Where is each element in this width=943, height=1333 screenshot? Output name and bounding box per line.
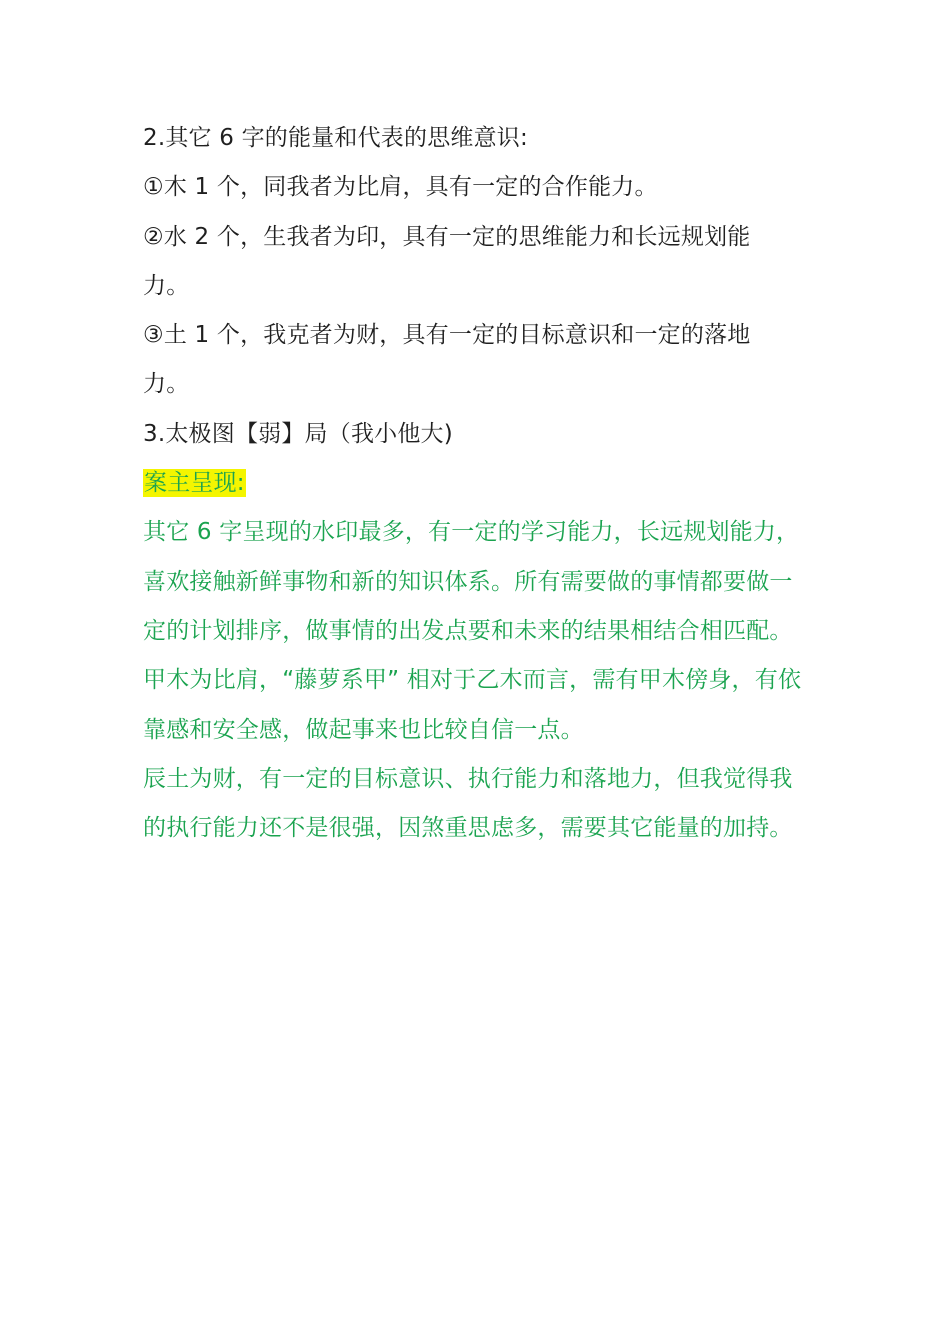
paragraph-line: 甲木为比肩，“藤萝系甲” 相对于乙木而言，需有甲木傍身，有依 xyxy=(143,667,802,694)
section3-heading: 3.太极图【弱】局（我小他大) xyxy=(143,420,453,447)
paragraph-line: 喜欢接触新鲜事物和新的知识体系。所有需要做的事情都要做一 xyxy=(143,568,793,595)
paragraph-line: 的执行能力还不是很强，因煞重思虑多，需要其它能量的加持。 xyxy=(143,815,793,842)
paragraph-line: 定的计划排序，做事情的出发点要和未来的结果相结合相匹配。 xyxy=(143,617,793,644)
paragraph-line: 其它 6 字呈现的水印最多，有一定的学习能力，长远规划能力， xyxy=(143,519,800,546)
paragraph-line: 辰土为财，有一定的目标意识、执行能力和落地力，但我觉得我 xyxy=(143,765,793,792)
highlighted-label: 案主呈现: xyxy=(144,470,245,497)
list-item-water-line2: 力。 xyxy=(143,272,190,299)
highlight-label-row xyxy=(143,459,805,508)
section2-heading: 2.其它 6 字的能量和代表的思维意识: xyxy=(143,125,528,151)
paragraph-line: 靠感和安全感，做起事来也比较自信一点。 xyxy=(143,716,584,743)
list-item-water-line1: ②水 2 个，生我者为印，具有一定的思维能力和长远规划能 xyxy=(143,223,751,250)
list-item-wood: ①木 1 个，同我者为比肩，具有一定的合作能力。 xyxy=(143,174,658,201)
document-page xyxy=(143,114,805,853)
list-item-earth-line2: 力。 xyxy=(143,371,190,398)
list-item-earth-line1: ③土 1 个，我克者为财，具有一定的目标意识和一定的落地 xyxy=(143,322,751,349)
